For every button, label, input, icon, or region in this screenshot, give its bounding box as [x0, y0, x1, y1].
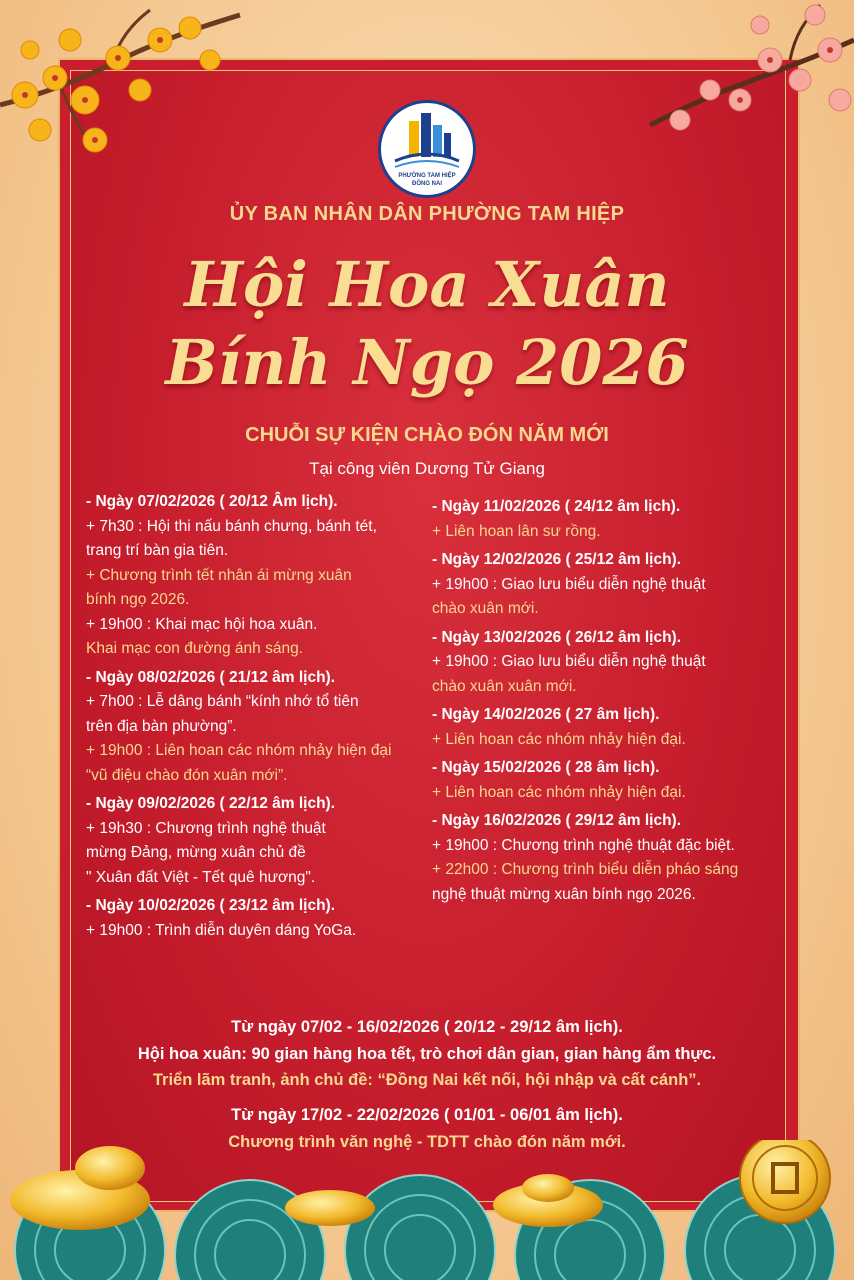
schedule-date-heading: - Ngày 07/02/2026 ( 20/12 Âm lịch). [86, 493, 338, 510]
schedule-item: + 19h00 : Khai mạc hội hoa xuân. [86, 615, 318, 633]
schedule-item: trang trí bàn gia tiên. [86, 542, 229, 559]
schedule-date-heading: - Ngày 11/02/2026 ( 24/12 âm lịch). [432, 498, 681, 515]
schedule-item: + Liên hoan lân sư rồng. [432, 522, 601, 540]
footer-line-3: Triển lãm tranh, ảnh chủ đề: “Đồng Nai kết nối, hội nhập và cất cánh”. [152, 1071, 702, 1089]
schedule-item: + Liên hoan các nhóm nhảy hiện đại. [432, 783, 686, 801]
schedule-right-column [432, 495, 792, 907]
schedule-date-heading: - Ngày 09/02/2026 ( 22/12 âm lịch). [86, 795, 335, 812]
schedule-date-heading: - Ngày 08/02/2026 ( 21/12 âm lịch). [86, 668, 335, 686]
event-title-line1: Hội Hoa Xuân [184, 248, 670, 321]
schedule-item: + Liên hoan các nhóm nhảy hiện đại. [432, 730, 686, 748]
logo-text-line1: PHƯỜNG TAM HIỆP [398, 173, 456, 179]
schedule-item: trên địa bàn phường”. [86, 717, 237, 735]
schedule-date-heading: - Ngày 12/02/2026 ( 25/12 âm lịch). [432, 551, 681, 568]
footer-line-2: Hội hoa xuân: 90 gian hàng hoa tết, trò chơi dân gian, gian hàng ẩm thực. [137, 1045, 717, 1063]
ward-logo [378, 100, 476, 198]
schedule-date-heading: - Ngày 10/02/2026 ( 23/12 âm lịch). [86, 897, 335, 914]
schedule-left-column [86, 490, 426, 943]
event-venue: Tại công viên Dương Tử Giang [309, 459, 545, 478]
schedule-item: bính ngọ 2026. [86, 591, 190, 608]
schedule-item: chào xuân mới. [432, 600, 539, 617]
schedule-item: + 19h00 : Liên hoan các nhóm nhảy hiện đại [86, 742, 392, 759]
gold-coin-icon [740, 1140, 830, 1223]
decorative-waves [0, 1140, 854, 1280]
gold-ingot-icon [10, 1146, 603, 1230]
schedule-item: mừng Đảng, mừng xuân chủ đề [86, 844, 306, 861]
footer-line-4: Từ ngày 17/02 - 22/02/2026 ( 01/01 - 06/01 âm lịch). [231, 1106, 623, 1124]
event-subtitle: CHUỖI SỰ KIỆN CHÀO ĐÓN NĂM MỚI [245, 424, 609, 446]
schedule-item: + 22h00 : Chương trình biểu diễn pháo sáng [432, 861, 739, 878]
schedule-date-heading: - Ngày 15/02/2026 ( 28 âm lịch). [432, 759, 660, 776]
schedule-item: “vũ điệu chào đón xuân mới”. [86, 766, 288, 784]
schedule-item: + 19h30 : Chương trình nghệ thuật [86, 819, 326, 837]
schedule-item: + Chương trình tết nhân ái mừng xuân [86, 566, 352, 584]
schedule-item: + 19h00 : Chương trình nghệ thuật đặc biệt. [432, 836, 735, 854]
organization-name: ỦY BAN NHÂN DÂN PHƯỜNG TAM HIỆP [229, 203, 625, 225]
schedule-item: Khai mạc con đường ánh sáng. [86, 640, 304, 657]
footer-line-1: Từ ngày 07/02 - 16/02/2026 ( 20/12 - 29/12 âm lịch). [231, 1018, 623, 1036]
schedule-item: chào xuân xuân mới. [432, 677, 577, 695]
schedule-item: " Xuân đất Việt - Tết quê hương". [86, 868, 316, 886]
schedule-item: + 7h30 : Hội thi nấu bánh chưng, bánh tét, [86, 517, 377, 535]
schedule-item: + 7h00 : Lễ dâng bánh “kính nhớ tổ tiên [86, 693, 359, 710]
schedule-item: + 19h00 : Giao lưu biểu diễn nghệ thuật [432, 653, 706, 670]
footer-line-5: Chương trình văn nghệ - TDTT chào đón năm mới. [228, 1133, 626, 1151]
schedule-date-heading: - Ngày 16/02/2026 ( 29/12 âm lịch). [432, 812, 681, 829]
event-title-line2: Bính Ngọ 2026 [165, 326, 689, 399]
peach-blossom-icon [620, 0, 854, 150]
schedule-date-heading: - Ngày 13/02/2026 ( 26/12 âm lịch). [432, 628, 681, 646]
logo-text-line2: ĐỒNG NAI [412, 181, 442, 187]
schedule-item: nghệ thuật mừng xuân bính ngọ 2026. [432, 885, 696, 903]
schedule-date-heading: - Ngày 14/02/2026 ( 27 âm lịch). [432, 706, 660, 723]
apricot-blossom-icon [0, 0, 250, 170]
schedule-item: + 19h00 : Giao lưu biểu diễn nghệ thuật [432, 575, 706, 593]
schedule-item: + 19h00 : Trình diễn duyên dáng YoGa. [86, 921, 357, 939]
